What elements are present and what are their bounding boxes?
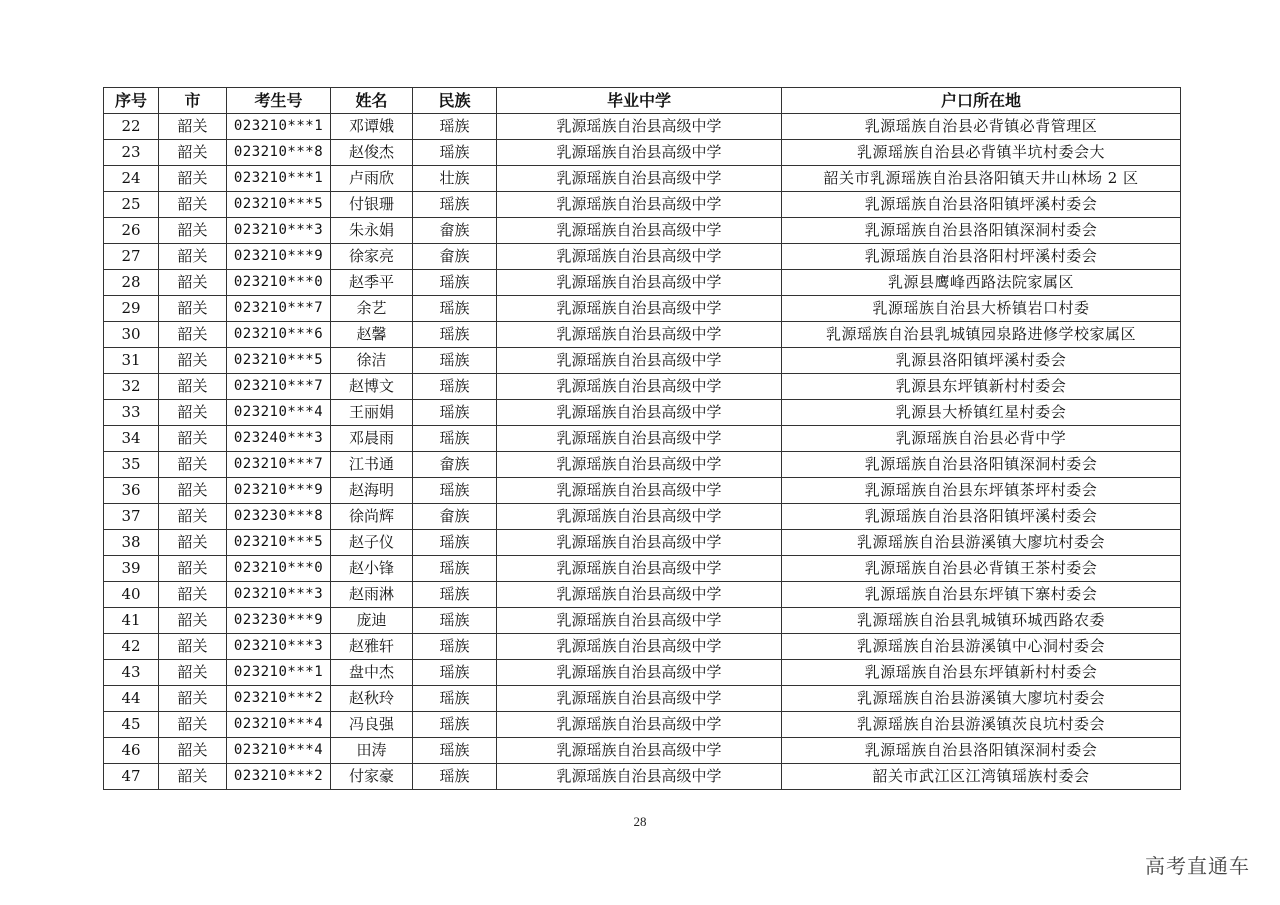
cell-city: 韶关	[159, 114, 227, 140]
cell-name: 王丽娟	[331, 400, 413, 426]
table-row	[104, 738, 1181, 764]
cell-residence: 韶关市乳源瑶族自治县洛阳镇天井山林场 2 区	[782, 166, 1181, 192]
cell-index: 37	[104, 504, 159, 530]
cell-city: 韶关	[159, 764, 227, 790]
cell-ethnicity: 瑶族	[413, 634, 497, 660]
cell-residence: 乳源县鹰峰西路法院家属区	[782, 270, 1181, 296]
cell-city: 韶关	[159, 166, 227, 192]
cell-exam-id: 023210***7	[227, 296, 331, 322]
cell-index: 24	[104, 166, 159, 192]
cell-city: 韶关	[159, 400, 227, 426]
table-row	[104, 712, 1181, 738]
cell-city: 韶关	[159, 348, 227, 374]
cell-index: 25	[104, 192, 159, 218]
cell-city: 韶关	[159, 374, 227, 400]
cell-name: 邓晨雨	[331, 426, 413, 452]
table-row	[104, 530, 1181, 556]
cell-exam-id: 023210***1	[227, 166, 331, 192]
cell-city: 韶关	[159, 738, 227, 764]
cell-exam-id: 023210***9	[227, 244, 331, 270]
cell-name: 徐尚辉	[331, 504, 413, 530]
cell-city: 韶关	[159, 478, 227, 504]
cell-name: 余艺	[331, 296, 413, 322]
cell-ethnicity: 瑶族	[413, 348, 497, 374]
cell-index: 39	[104, 556, 159, 582]
cell-name: 赵雨淋	[331, 582, 413, 608]
cell-exam-id: 023210***8	[227, 140, 331, 166]
table-row	[104, 452, 1181, 478]
table-row	[104, 556, 1181, 582]
cell-school: 乳源瑶族自治县高级中学	[497, 114, 782, 140]
cell-residence: 乳源县洛阳镇坪溪村委会	[782, 348, 1181, 374]
cell-exam-id: 023210***9	[227, 478, 331, 504]
cell-ethnicity: 瑶族	[413, 478, 497, 504]
cell-residence: 乳源瑶族自治县乳城镇环城西路农委	[782, 608, 1181, 634]
cell-ethnicity: 瑶族	[413, 140, 497, 166]
cell-index: 34	[104, 426, 159, 452]
cell-school: 乳源瑶族自治县高级中学	[497, 426, 782, 452]
cell-residence: 乳源瑶族自治县东坪镇新村村委会	[782, 660, 1181, 686]
cell-residence: 乳源瑶族自治县洛阳镇深洞村委会	[782, 738, 1181, 764]
cell-residence: 乳源县东坪镇新村村委会	[782, 374, 1181, 400]
cell-index: 22	[104, 114, 159, 140]
cell-exam-id: 023210***5	[227, 348, 331, 374]
cell-school: 乳源瑶族自治县高级中学	[497, 478, 782, 504]
cell-residence: 韶关市武江区江湾镇瑶族村委会	[782, 764, 1181, 790]
cell-index: 42	[104, 634, 159, 660]
cell-exam-id: 023210***5	[227, 530, 331, 556]
cell-index: 32	[104, 374, 159, 400]
cell-residence: 乳源瑶族自治县必背镇必背管理区	[782, 114, 1181, 140]
cell-index: 40	[104, 582, 159, 608]
cell-index: 44	[104, 686, 159, 712]
table-row	[104, 270, 1181, 296]
cell-index: 47	[104, 764, 159, 790]
cell-residence: 乳源瑶族自治县洛阳镇深洞村委会	[782, 452, 1181, 478]
cell-city: 韶关	[159, 218, 227, 244]
cell-name: 赵馨	[331, 322, 413, 348]
cell-index: 38	[104, 530, 159, 556]
cell-ethnicity: 畲族	[413, 218, 497, 244]
cell-index: 26	[104, 218, 159, 244]
cell-index: 41	[104, 608, 159, 634]
cell-school: 乳源瑶族自治县高级中学	[497, 218, 782, 244]
cell-school: 乳源瑶族自治县高级中学	[497, 348, 782, 374]
cell-index: 31	[104, 348, 159, 374]
cell-name: 赵季平	[331, 270, 413, 296]
cell-index: 27	[104, 244, 159, 270]
cell-ethnicity: 瑶族	[413, 270, 497, 296]
table-row	[104, 374, 1181, 400]
cell-school: 乳源瑶族自治县高级中学	[497, 192, 782, 218]
col-header-name: 姓名	[331, 88, 413, 114]
cell-ethnicity: 瑶族	[413, 114, 497, 140]
table-row	[104, 218, 1181, 244]
cell-exam-id: 023210***7	[227, 452, 331, 478]
table-row	[104, 140, 1181, 166]
cell-city: 韶关	[159, 244, 227, 270]
table-row	[104, 244, 1181, 270]
table-header-row	[104, 88, 1181, 114]
cell-ethnicity: 瑶族	[413, 296, 497, 322]
cell-name: 盘中杰	[331, 660, 413, 686]
cell-school: 乳源瑶族自治县高级中学	[497, 244, 782, 270]
cell-exam-id: 023210***4	[227, 738, 331, 764]
cell-school: 乳源瑶族自治县高级中学	[497, 504, 782, 530]
cell-city: 韶关	[159, 192, 227, 218]
cell-school: 乳源瑶族自治县高级中学	[497, 530, 782, 556]
cell-city: 韶关	[159, 556, 227, 582]
cell-city: 韶关	[159, 426, 227, 452]
cell-ethnicity: 瑶族	[413, 426, 497, 452]
table-row	[104, 478, 1181, 504]
cell-school: 乳源瑶族自治县高级中学	[497, 296, 782, 322]
cell-ethnicity: 瑶族	[413, 192, 497, 218]
cell-ethnicity: 瑶族	[413, 582, 497, 608]
cell-exam-id: 023210***1	[227, 660, 331, 686]
cell-exam-id: 023210***0	[227, 270, 331, 296]
cell-exam-id: 023210***6	[227, 322, 331, 348]
cell-school: 乳源瑶族自治县高级中学	[497, 140, 782, 166]
cell-residence: 乳源瑶族自治县游溪镇茨良坑村委会	[782, 712, 1181, 738]
cell-name: 冯良强	[331, 712, 413, 738]
cell-school: 乳源瑶族自治县高级中学	[497, 764, 782, 790]
cell-school: 乳源瑶族自治县高级中学	[497, 582, 782, 608]
cell-index: 43	[104, 660, 159, 686]
table-row	[104, 114, 1181, 140]
cell-name: 付家豪	[331, 764, 413, 790]
table-row	[104, 634, 1181, 660]
col-header-residence: 户口所在地	[782, 88, 1181, 114]
cell-ethnicity: 畲族	[413, 504, 497, 530]
cell-residence: 乳源瑶族自治县洛阳镇深洞村委会	[782, 218, 1181, 244]
cell-school: 乳源瑶族自治县高级中学	[497, 452, 782, 478]
cell-city: 韶关	[159, 140, 227, 166]
cell-name: 田涛	[331, 738, 413, 764]
cell-school: 乳源瑶族自治县高级中学	[497, 400, 782, 426]
cell-residence: 乳源瑶族自治县洛阳镇坪溪村委会	[782, 192, 1181, 218]
cell-exam-id: 023210***4	[227, 712, 331, 738]
cell-city: 韶关	[159, 452, 227, 478]
cell-exam-id: 023210***2	[227, 686, 331, 712]
student-list-table	[103, 87, 1181, 790]
col-header-ethnicity: 民族	[413, 88, 497, 114]
watermark-text: 高考直通车	[1145, 854, 1250, 878]
cell-residence: 乳源瑶族自治县游溪镇中心洞村委会	[782, 634, 1181, 660]
cell-ethnicity: 瑶族	[413, 686, 497, 712]
table-row	[104, 764, 1181, 790]
table-row	[104, 504, 1181, 530]
cell-exam-id: 023210***2	[227, 764, 331, 790]
cell-index: 46	[104, 738, 159, 764]
table-row	[104, 660, 1181, 686]
cell-ethnicity: 瑶族	[413, 712, 497, 738]
table-row	[104, 192, 1181, 218]
cell-name: 徐家亮	[331, 244, 413, 270]
cell-exam-id: 023210***7	[227, 374, 331, 400]
cell-name: 庞迪	[331, 608, 413, 634]
col-header-school: 毕业中学	[497, 88, 782, 114]
cell-residence: 乳源瑶族自治县乳城镇园泉路进修学校家属区	[782, 322, 1181, 348]
col-header-index: 序号	[104, 88, 159, 114]
table-row	[104, 166, 1181, 192]
cell-city: 韶关	[159, 296, 227, 322]
cell-exam-id: 023210***4	[227, 400, 331, 426]
cell-ethnicity: 瑶族	[413, 374, 497, 400]
cell-school: 乳源瑶族自治县高级中学	[497, 270, 782, 296]
cell-exam-id: 023240***3	[227, 426, 331, 452]
cell-school: 乳源瑶族自治县高级中学	[497, 738, 782, 764]
cell-residence: 乳源瑶族自治县游溪镇大廖坑村委会	[782, 686, 1181, 712]
cell-exam-id: 023210***3	[227, 634, 331, 660]
cell-residence: 乳源瑶族自治县洛阳镇坪溪村委会	[782, 504, 1181, 530]
cell-ethnicity: 瑶族	[413, 556, 497, 582]
cell-exam-id: 023210***0	[227, 556, 331, 582]
cell-residence: 乳源瑶族自治县必背镇王茶村委会	[782, 556, 1181, 582]
cell-city: 韶关	[159, 608, 227, 634]
table-row	[104, 582, 1181, 608]
cell-exam-id: 023210***3	[227, 218, 331, 244]
cell-residence: 乳源瑶族自治县必背中学	[782, 426, 1181, 452]
col-header-city: 市	[159, 88, 227, 114]
cell-name: 赵雅轩	[331, 634, 413, 660]
cell-name: 徐洁	[331, 348, 413, 374]
cell-name: 赵俊杰	[331, 140, 413, 166]
cell-index: 28	[104, 270, 159, 296]
cell-index: 29	[104, 296, 159, 322]
cell-name: 付银珊	[331, 192, 413, 218]
cell-city: 韶关	[159, 530, 227, 556]
table-body	[104, 114, 1181, 790]
cell-residence: 乳源瑶族自治县洛阳村坪溪村委会	[782, 244, 1181, 270]
cell-city: 韶关	[159, 634, 227, 660]
cell-name: 邓谭娥	[331, 114, 413, 140]
cell-ethnicity: 壮族	[413, 166, 497, 192]
cell-residence: 乳源瑶族自治县必背镇半坑村委会大	[782, 140, 1181, 166]
cell-school: 乳源瑶族自治县高级中学	[497, 556, 782, 582]
cell-city: 韶关	[159, 322, 227, 348]
cell-school: 乳源瑶族自治县高级中学	[497, 322, 782, 348]
table-row	[104, 322, 1181, 348]
cell-exam-id: 023230***9	[227, 608, 331, 634]
table-row	[104, 348, 1181, 374]
cell-school: 乳源瑶族自治县高级中学	[497, 374, 782, 400]
cell-city: 韶关	[159, 660, 227, 686]
cell-name: 赵子仪	[331, 530, 413, 556]
cell-school: 乳源瑶族自治县高级中学	[497, 712, 782, 738]
cell-index: 30	[104, 322, 159, 348]
cell-index: 35	[104, 452, 159, 478]
cell-index: 23	[104, 140, 159, 166]
cell-exam-id: 023210***5	[227, 192, 331, 218]
cell-name: 赵秋玲	[331, 686, 413, 712]
cell-school: 乳源瑶族自治县高级中学	[497, 634, 782, 660]
cell-index: 33	[104, 400, 159, 426]
cell-ethnicity: 瑶族	[413, 530, 497, 556]
cell-school: 乳源瑶族自治县高级中学	[497, 660, 782, 686]
cell-index: 45	[104, 712, 159, 738]
cell-name: 卢雨欣	[331, 166, 413, 192]
cell-index: 36	[104, 478, 159, 504]
cell-name: 赵小锋	[331, 556, 413, 582]
cell-residence: 乳源县大桥镇红星村委会	[782, 400, 1181, 426]
cell-residence: 乳源瑶族自治县东坪镇茶坪村委会	[782, 478, 1181, 504]
cell-city: 韶关	[159, 582, 227, 608]
cell-name: 赵博文	[331, 374, 413, 400]
cell-ethnicity: 瑶族	[413, 608, 497, 634]
table-row	[104, 296, 1181, 322]
cell-residence: 乳源瑶族自治县大桥镇岩口村委	[782, 296, 1181, 322]
cell-city: 韶关	[159, 686, 227, 712]
cell-ethnicity: 瑶族	[413, 322, 497, 348]
cell-school: 乳源瑶族自治县高级中学	[497, 166, 782, 192]
cell-ethnicity: 瑶族	[413, 738, 497, 764]
cell-ethnicity: 畲族	[413, 244, 497, 270]
cell-ethnicity: 瑶族	[413, 660, 497, 686]
cell-ethnicity: 瑶族	[413, 764, 497, 790]
cell-name: 赵海明	[331, 478, 413, 504]
cell-city: 韶关	[159, 504, 227, 530]
cell-school: 乳源瑶族自治县高级中学	[497, 608, 782, 634]
cell-exam-id: 023210***1	[227, 114, 331, 140]
cell-name: 江书通	[331, 452, 413, 478]
table-row	[104, 686, 1181, 712]
cell-ethnicity: 瑶族	[413, 400, 497, 426]
cell-city: 韶关	[159, 270, 227, 296]
cell-ethnicity: 畲族	[413, 452, 497, 478]
col-header-exam-id: 考生号	[227, 88, 331, 114]
table-row	[104, 608, 1181, 634]
cell-name: 朱永娟	[331, 218, 413, 244]
cell-city: 韶关	[159, 712, 227, 738]
cell-exam-id: 023230***8	[227, 504, 331, 530]
table-row	[104, 400, 1181, 426]
page-number: 28	[633, 814, 647, 829]
cell-residence: 乳源瑶族自治县游溪镇大廖坑村委会	[782, 530, 1181, 556]
cell-residence: 乳源瑶族自治县东坪镇下寨村委会	[782, 582, 1181, 608]
table-row	[104, 426, 1181, 452]
cell-exam-id: 023210***3	[227, 582, 331, 608]
cell-school: 乳源瑶族自治县高级中学	[497, 686, 782, 712]
